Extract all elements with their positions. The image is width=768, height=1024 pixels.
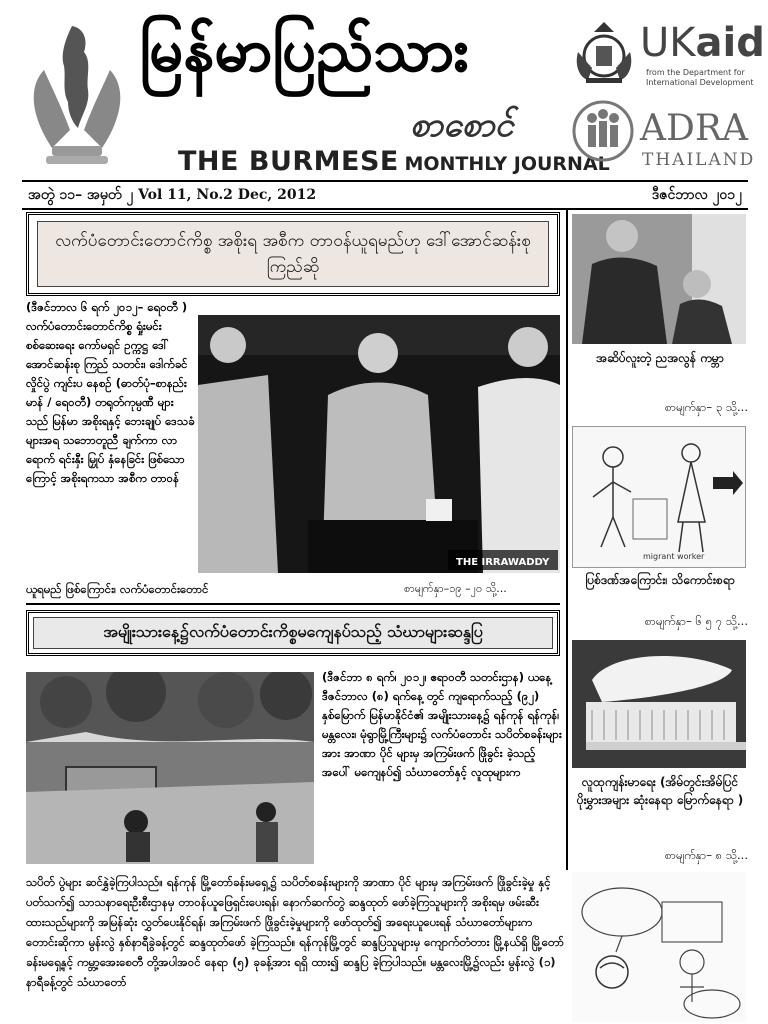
hands-map-logo-icon <box>22 18 132 168</box>
sidebar-caption-3: လူထုကျန်းမာရေး (အိမ်တွင်းအိမ်ပြင် ပိုးမွှားအများ ဆုံးနေရာ မြောက်နေရာ ) <box>576 775 744 807</box>
issue-info-bar <box>22 180 748 210</box>
migrant-worker-label: migrant worker <box>643 552 705 561</box>
story2-full-width-body: သပိတ် ပွဲများ ဆင်နွှဲခဲ့ကြပါသည်။ ရန်ကုန် မြို့တော်ခန်းမရှေ့၌ သပိတ်စခန်းများကို အာဏာ ပိုင် များမှ အကြမ်းဖက် ဖြိုခွင်းခဲ့မှု နှင့် ပတ်သက်၍ သာသနာရေးဦးစီးဌာနမှ တာဝန်ယူဖြေရှင်းပေးရန်၊ နောက်ဆက်တွဲ ဆန္ဒထုတ် ဖော်ခဲ့ကြသူများကို အစိုးရမှ ဖမ်းဆီးထားသည်များကို အမြန်ဆုံး လွှတ်ပေးနိုင်ရန်၊ အကြမ်းဖက် ဖြိုခွင်းခဲ့မှုများကို ဖော်ထုတ်၍ အရေးယူပေးရန် သံဃာတော်များက တောင်းဆိုကာ မွန်းလွဲ နှစ်နာရီခွဲခန့်တွင် ဆန္ဒထုတ်ဖော် ခဲ့ကြသည်။ ရန်ကုန်မြို့တွင် ဆန္ဒပြသူများမှ ကျောက်တံတား မြို့နယ်ရှိ မြို့တော် ခန်းမရှေ့နှင့် ကမ္ဘာ့အေးစေတီ တို့အပါအဝင် နေရာ (၅) ခုခန့်အား ရရှိ ထား၍ ဆန္ဒပြ ခဲ့ကြပါသည်။ မန္တလေးမြို့၌လည်း မွန်းလွဲ (၁) နာရီခန့်တွင် သံဃာတော် <box>26 875 564 989</box>
monks-march-photo-icon <box>26 672 314 864</box>
sidebar-page-link-3[interactable]: စာမျက်နှာ– ၈ သို့... <box>664 848 748 862</box>
masthead <box>0 0 768 180</box>
cartoon-drawing-icon <box>572 872 746 1022</box>
irrawaddy-watermark: THE IRRAWADDY <box>456 557 550 568</box>
section-rule <box>26 603 560 605</box>
ukaid-tagline-line2: International Development <box>646 78 754 87</box>
journal-subtitle: စာစောင် <box>410 105 514 145</box>
story1-headline-box <box>26 212 560 296</box>
migrant-worker-drawing-icon <box>573 427 745 567</box>
press-conference-photo-icon <box>198 315 560 573</box>
title-english-small: MONTHLY JOURNAL <box>404 153 610 175</box>
ukaid-suffix: aid <box>695 20 765 66</box>
story2-headline-box <box>26 610 560 656</box>
toothbrush-photo-icon <box>572 640 746 768</box>
story1-body: (ဒီဇင်ဘာလ ၆ ရက် ၂၀၁၂– ရေဝတီ ) လက်ပံတောင်းတောင်ကိစ္စ ရှုံးမင်း စစ်ဆေးရေး ကော်မရှင် ဥက္ကဋ္ဌ ဒေါ်အောင်ဆန်းစု ကြည် သတင်း၊ ဒေါက်ခင်လှိုင်ပွဲ ကျင်းပ နေစဉ် (ဓာတ်ပုံ–စာနည်းမာန် / ရေဝတီ) တရုတ်ကုမ္ပဏီ များ သည် မြန်မာ အစိုးရနှင့် ဘေးချုပ် ဒေသခံများအရ သဘောတူညီ ချက်ကာ လာရောက် ရင်းနှီး မြှုပ် နှံနေခြင်း ဖြစ်သော ကြောင့် အစိုးရကသာ အစီက တာဝန် <box>26 300 195 485</box>
sidebar-photo-toothbrush <box>572 640 746 768</box>
issue-volume: အတွဲ ၁၁– အမှတ် ၂ Vol 11, No.2 Dec, 2012 <box>28 187 317 203</box>
ukaid-prefix: UK <box>640 20 696 66</box>
adra-people-icon <box>572 98 634 164</box>
royal-crest-icon <box>572 18 636 88</box>
story2-photo <box>26 672 314 864</box>
monks-photo-icon <box>572 214 746 344</box>
issue-date: ဒီဇင်ဘာလ ၂၀၁၂ <box>651 187 742 203</box>
adra-subtitle: THAILAND <box>642 150 756 170</box>
sidebar-photo-monks <box>572 214 746 344</box>
adra-wordmark: ADRA <box>640 108 748 149</box>
sidebar-page-link-1[interactable]: စာမျက်နှာ– ၃ သို့... <box>664 400 748 414</box>
ukaid-wordmark <box>640 20 765 66</box>
sidebar-cartoon <box>572 872 746 1022</box>
story1-continued-link[interactable]: စာမျက်နှာ–၁၉ –၂၀ သို့... <box>404 582 507 595</box>
journal-title-english <box>178 146 610 177</box>
sidebar-photo-migrant <box>572 426 746 568</box>
sidebar-caption-1: အဆိပ်လူးတဲ့ ညအလွန် ကမ္ဘာ <box>596 351 724 365</box>
sidebar-page-link-2[interactable]: စာမျက်နှာ– ၆ ၅ ၇ သို့... <box>644 614 748 628</box>
journal-title-myanmar: မြန်မာပြည်သား <box>140 16 470 84</box>
ukaid-tagline-line1: from the Department for <box>646 68 745 77</box>
story1-photo <box>198 315 560 573</box>
story2-headline: အမျိုးသားနေ့၌လက်ပံတောင်းကိစ္စမကျေနပ်သည့် သံဃာများဆန္ဒပြ <box>33 617 553 649</box>
sidebar-caption-2: ပြစ်ဒဏ်အကြောင်း၊ သိကောင်းစရာ <box>585 573 735 587</box>
story1-headline: လက်ပံတောင်းတောင်ကိစ္စ အစိုးရ အစီက တာဝန်ယူရမည်ဟု ဒေါ်အောင်ဆန်းစုကြည်ဆို <box>37 221 549 287</box>
story2-body: (ဒီဇင်ဘာ ၈ ရက်၊ ၂၀၁၂၊ ဧရာဝတီ သတင်းဌာန) ယနေ့ ဒီဇင်ဘာလ (၈) ရက်နေ့ တွင် ကျရောက်သည့် (၉၂) နှစ်မြောက် မြန်မာနိုင်ငံ၏ အမျိုးသားနေ့၌ ရန်ကုန် ရန်ကုန်၊ မန္တလေး၊ မုံရွာမြို့ကြီးများ၌ လက်ပံတောင်း သပိတ်စခန်းများအား အာဏာ ပိုင် များမှ အကြမ်းဖက် ဖြိုခွင်း ခဲ့သည့်အပေါ် မကျေနပ်၍ သံဃာတော်နှင့် လူထုများက <box>322 670 562 779</box>
title-english-big: THE BURMESE <box>178 146 399 177</box>
story1-last-line: ယူရမည် ဖြစ်ကြောင်း၊ လက်ပံတောင်းတောင် <box>26 582 209 596</box>
column-divider <box>566 210 568 870</box>
